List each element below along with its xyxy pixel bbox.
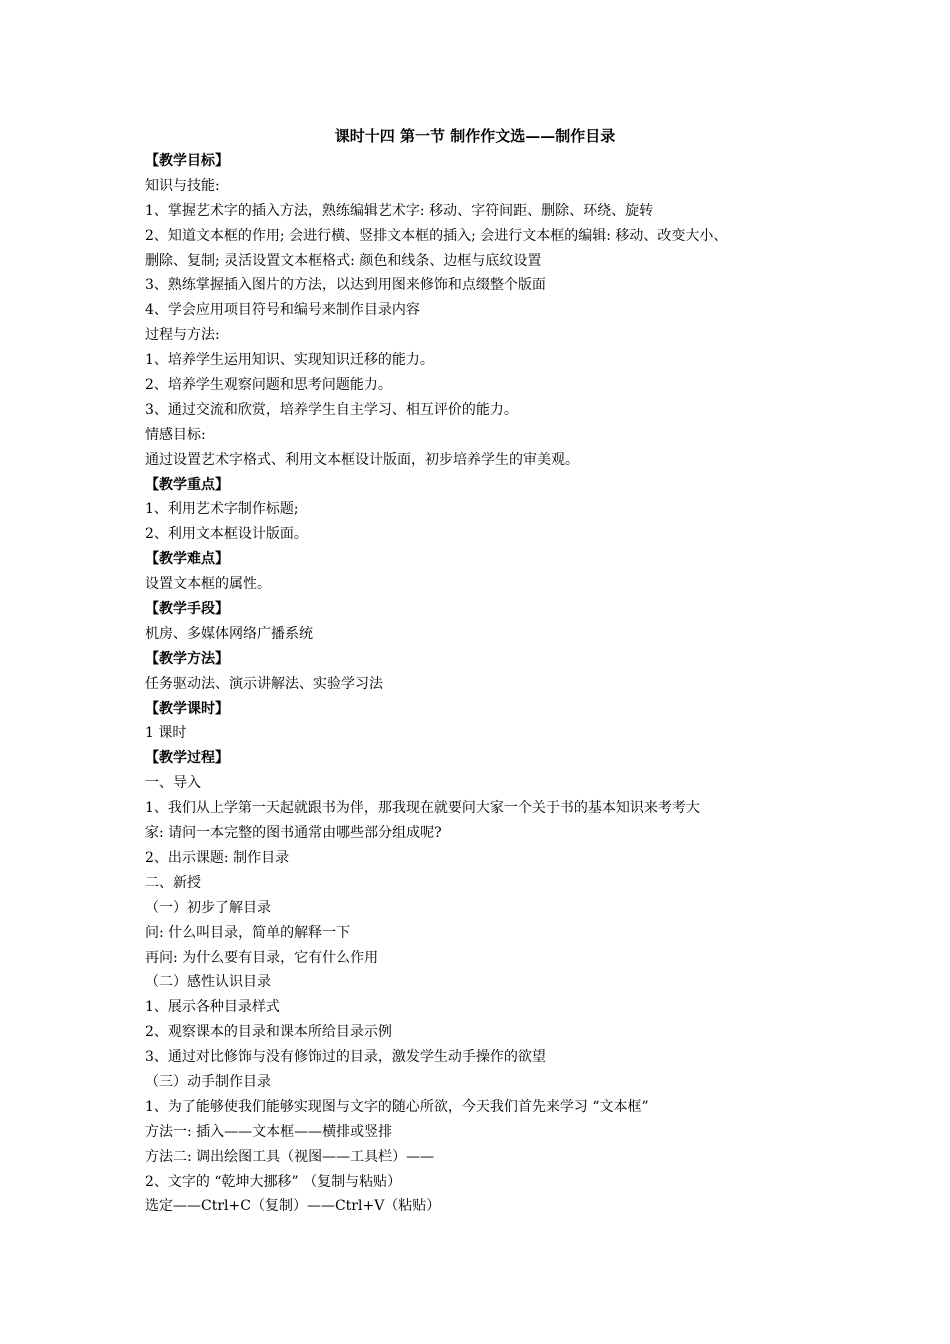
text-line: 3、通过交流和欣赏，培养学生自主学习、相互评价的能力。 — [145, 401, 518, 418]
text-line: 情感目标: — [145, 426, 206, 443]
section-heading: 【教学重点】 — [145, 476, 229, 493]
text-line: 设置文本框的属性。 — [145, 576, 271, 593]
text-line: 过程与方法: — [145, 327, 220, 344]
text-line: 1、展示各种目录样式 — [145, 999, 280, 1016]
text-line: 2、观察课本的目录和课本所给目录示例 — [145, 1024, 392, 1041]
text-line: 1、为了能够使我们能够实现图与文字的随心所欲，今天我们首先来学习 “文本框” — [145, 1098, 649, 1115]
text-line: 1、培养学生运用知识、实现知识迁移的能力。 — [145, 352, 434, 369]
text-line: 1、我们从上学第一天起就跟书为伴，那我现在就要问大家一个关于书的基本知识来考考大 — [145, 800, 700, 817]
text-line: 二、新授 — [145, 874, 201, 891]
text-line: 2、培养学生观察问题和思考问题能力。 — [145, 377, 392, 394]
section-heading: 【教学目标】 — [145, 153, 229, 169]
section-heading: 【教学手段】 — [145, 601, 229, 618]
text-line: 1、掌握艺术字的插入方法，熟练编辑艺术字: 移动、字符间距、删除、环绕、旋转 — [145, 202, 654, 219]
text-line: （一）初步了解目录 — [145, 899, 271, 916]
section-heading: 【教学方法】 — [145, 650, 229, 667]
text-line: 选定——Ctrl+C（复制）——Ctrl+V（粘贴） — [145, 1198, 441, 1215]
text-line: 1 课时 — [145, 725, 187, 742]
page-title: 课时十四 第一节 制作作文选——制作目录 — [334, 127, 616, 145]
text-line: 删除、复制; 灵活设置文本框格式: 颜色和线条、边框与底纹设置 — [145, 252, 542, 269]
text-line: 1、利用艺术字制作标题; — [145, 501, 299, 518]
text-line: （三）动手制作目录 — [145, 1073, 271, 1090]
text-line: 任务驱动法、演示讲解法、实验学习法 — [145, 675, 383, 692]
text-line: 问: 什么叫目录，简单的解释一下 — [145, 924, 351, 941]
text-line: 方法二: 调出绘图工具（视图——工具栏）—— — [145, 1148, 435, 1165]
text-line: 2、知道文本框的作用; 会进行横、竖排文本框的插入; 会进行文本框的编辑: 移动、改变大小、 — [145, 227, 728, 244]
section-heading: 【教学过程】 — [145, 750, 229, 767]
document-body — [145, 149, 825, 1219]
text-line: 家: 请问一本完整的图书通常由哪些部分组成呢? — [145, 825, 442, 842]
text-line: 2、利用文本框设计版面。 — [145, 526, 308, 543]
text-line: 3、通过对比修饰与没有修饰过的目录，激发学生动手操作的欲望 — [145, 1049, 546, 1066]
text-line: 方法一: 插入——文本框——横排或竖排 — [145, 1123, 393, 1140]
text-line: 一、导入 — [145, 775, 201, 792]
section-heading: 【教学难点】 — [145, 551, 229, 568]
text-line: 机房、多媒体网络广播系统 — [145, 625, 313, 642]
text-line: 4、学会应用项目符号和编号来制作目录内容 — [145, 302, 420, 319]
text-line: 3、熟练掌握插入图片的方法，以达到用图来修饰和点缀整个版面 — [145, 277, 546, 294]
text-line: 通过设置艺术字格式、利用文本框设计版面，初步培养学生的审美观。 — [145, 451, 579, 468]
text-line: 再问: 为什么要有目录，它有什么作用 — [145, 949, 379, 966]
text-line: 知识与技能: — [145, 177, 220, 194]
text-line: 2、出示课题: 制作目录 — [145, 849, 290, 866]
text-line: （二）感性认识目录 — [145, 974, 271, 991]
section-heading: 【教学课时】 — [145, 700, 229, 717]
text-line: 2、文字的 “乾坤大挪移” （复制与粘贴） — [145, 1173, 402, 1190]
